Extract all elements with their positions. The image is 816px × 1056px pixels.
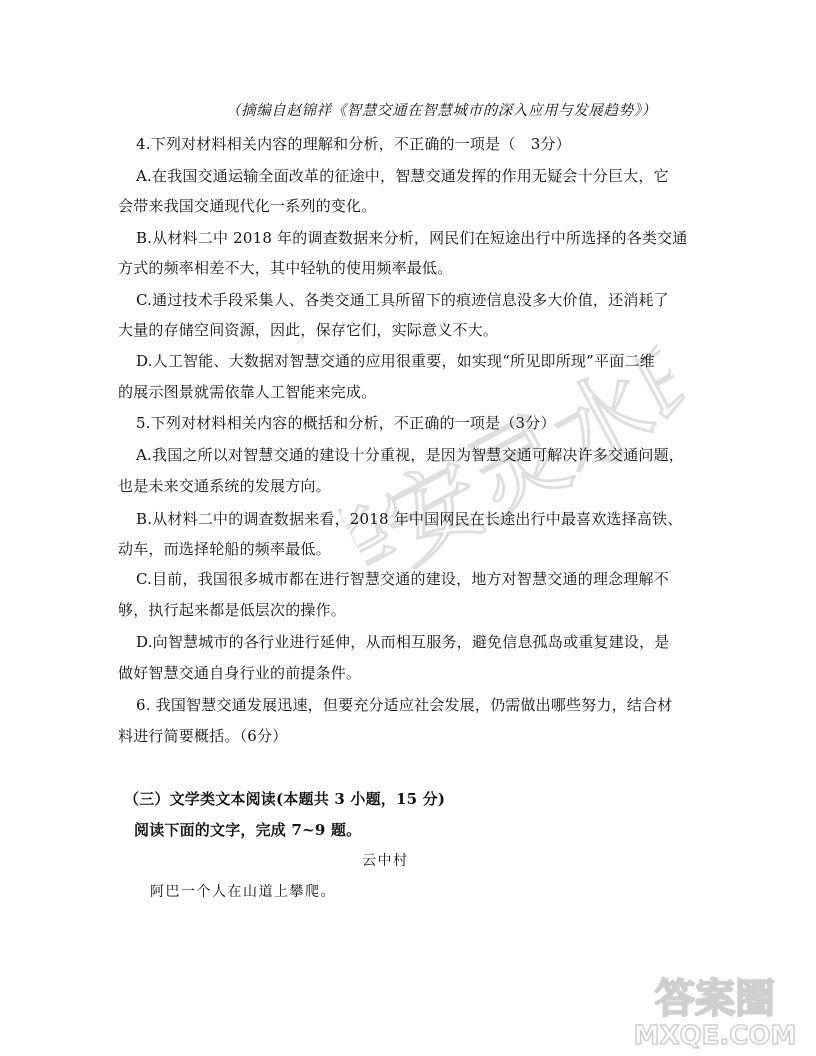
question-4-option-c-line2: 大量的存储空间资源，因此，保存它们，实际意义不大。 <box>118 321 499 339</box>
watermark-text: 华安灵水印 <box>321 310 719 630</box>
site-logo-main-text: 答案圈 <box>655 976 775 1022</box>
question-4-option-a-line2: 会带来我国交通现代化一系列的变化。 <box>118 197 377 215</box>
section-3-instruction: 阅读下面的文字，完成 7~9 题。 <box>134 821 362 839</box>
site-logo-sub-text: MXQE.COM <box>633 1021 797 1050</box>
question-5-option-d-line1: D.向智慧城市的各行业进行延伸，从而相互服务，避免信息孤岛或重复建设，是 <box>136 633 670 651</box>
question-4-option-c-line1: C.通过技术手段采集人、各类交通工具所留下的痕迹信息没多大价值，还消耗了 <box>136 291 669 309</box>
question-5-option-a-line1: A.我国之所以对智慧交通的建设十分重视，是因为智慧交通可解决许多交通问题， <box>136 446 685 464</box>
question-5-option-b-line1: B.从材料二中的调查数据来看，2018 年中国网民在长途出行中最喜欢选择高铁、 <box>136 510 683 528</box>
story-title: 云中村 <box>362 853 409 869</box>
question-4-option-d-line2: 的展示图景就需依靠人工智能来完成。 <box>118 383 377 401</box>
question-4-option-b-line2: 方式的频率相差不大，其中轻轨的使用频率最低。 <box>118 259 453 277</box>
question-5-option-c-line1: C.目前，我国很多城市都在进行智慧交通的建设，地方对智慧交通的理念理解不 <box>136 570 669 588</box>
question-4-option-b-line1: B.从材料二中 2018 年的调查数据来分析，网民们在短途出行中所选择的各类交通 <box>136 229 688 247</box>
question-4-stem: 4.下列对材料相关内容的理解和分析，不正确的一项是（ 3分） <box>136 135 571 153</box>
question-6-line1: 6. 我国智慧交通发展迅速，但要充分适应社会发展，仍需做出哪些努力，结合材 <box>136 696 673 714</box>
question-4-option-a-line1: A.在我国交通运输全面改革的征途中，智慧交通发挥的作用无疑会十分巨大，它 <box>136 167 669 185</box>
section-3-heading: （三）文学类文本阅读(本题共 3 小题，15 分) <box>124 790 446 808</box>
citation: （摘编自赵锦祥《智慧交通在智慧城市的深入应用与发展趋势》） <box>226 103 657 119</box>
site-logo <box>620 968 810 1050</box>
story-first-line: 阿巴一个人在山道上攀爬。 <box>150 884 336 900</box>
question-5-option-d-line2: 做好智慧交通自身行业的前提条件。 <box>118 664 362 682</box>
question-5-option-b-line2: 动车，而选择轮船的频率最低。 <box>118 540 331 558</box>
question-5-option-c-line2: 够，执行起来都是低层次的操作。 <box>118 601 347 619</box>
site-logo-graphic <box>620 968 810 1050</box>
question-4-option-d-line1: D.人工智能、大数据对智慧交通的应用很重要，如实现“所见即所现”平面二维 <box>136 352 655 370</box>
question-5-stem: 5.下列对材料相关内容的概括和分析，不正确的一项是（3分） <box>136 414 556 432</box>
question-6-line2: 料进行简要概括。（6分） <box>118 727 288 745</box>
question-5-option-a-line2: 也是未来交通系统的发展方向。 <box>118 477 331 495</box>
